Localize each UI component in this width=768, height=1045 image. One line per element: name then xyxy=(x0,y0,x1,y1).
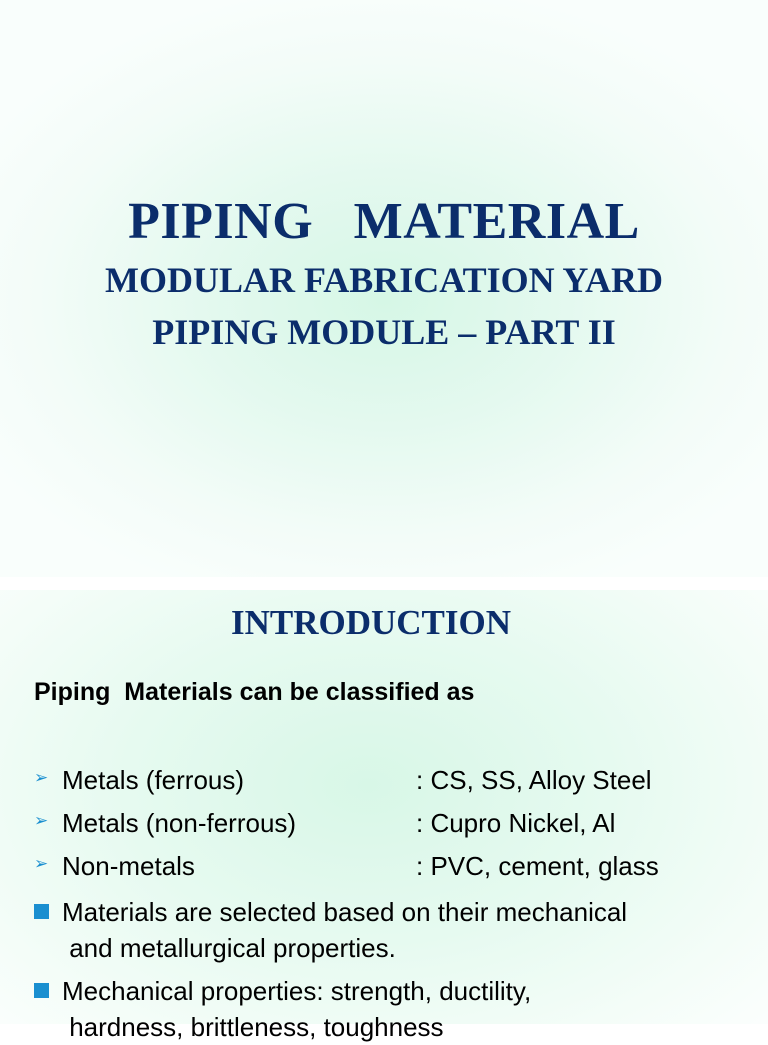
introduction-slide xyxy=(0,590,768,1042)
classification-value: : PVC, cement, glass xyxy=(416,851,659,881)
arrow-bullet-icon: ➢ xyxy=(34,811,49,830)
square-bullet-icon xyxy=(34,983,49,998)
bullet-item-mechanical-properties xyxy=(34,973,734,1045)
arrow-bullet-icon: ➢ xyxy=(34,768,49,787)
classification-lead-text: Piping Materials can be classified as xyxy=(34,678,475,706)
classification-value: : CS, SS, Alloy Steel xyxy=(416,765,652,795)
slide-subtitle-line-2: PIPING MODULE – PART II xyxy=(152,312,616,352)
classification-label: Non-metals xyxy=(62,851,195,881)
introduction-heading: INTRODUCTION xyxy=(230,603,512,642)
slide-title: PIPING MATERIAL xyxy=(128,193,640,250)
classification-label: Metals (non-ferrous) xyxy=(62,808,297,838)
classification-label: Metals (ferrous) xyxy=(62,765,245,795)
square-bullet-icon xyxy=(34,904,49,919)
slide-subtitle-line-1: MODULAR FABRICATION YARD xyxy=(104,260,664,300)
arrow-bullet-icon: ➢ xyxy=(34,854,49,873)
bullet-text: Materials are selected based on their mechanical and metallurgical properties. xyxy=(62,897,628,963)
classification-value: : Cupro Nickel, Al xyxy=(416,808,616,838)
bullet-text: Mechanical properties: strength, ductility, hardness, brittleness, toughness xyxy=(62,976,532,1042)
bullet-item-material-selection xyxy=(34,894,734,966)
